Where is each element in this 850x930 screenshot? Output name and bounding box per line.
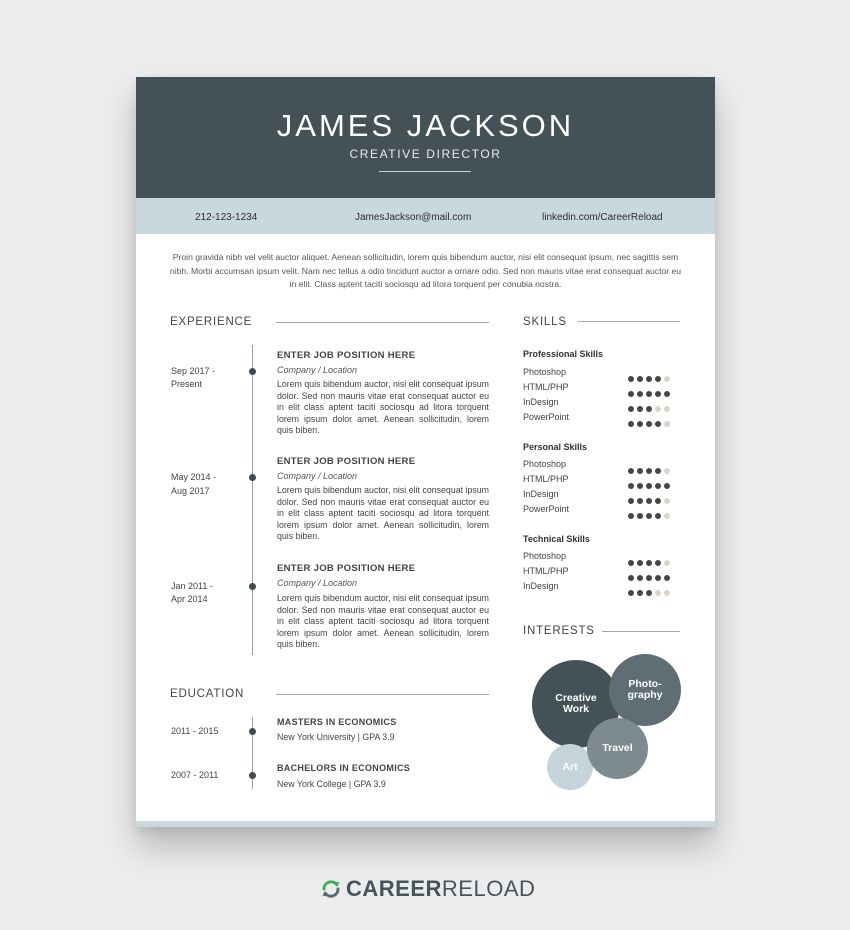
skill-name: Photoshop bbox=[523, 551, 567, 561]
job-title: ENTER JOB POSITION HERE bbox=[277, 563, 416, 574]
rating-dot-empty bbox=[655, 590, 661, 596]
interest-label: Creative bbox=[555, 692, 597, 704]
interest-bubble-travel bbox=[587, 718, 648, 779]
timeline-dot bbox=[249, 583, 256, 590]
education-school: New York University | GPA 3.9 bbox=[277, 732, 395, 742]
timeline-dot bbox=[249, 368, 256, 375]
brand-name-part1: CAREER bbox=[346, 876, 442, 901]
skill-name: InDesign bbox=[523, 581, 559, 591]
skill-name: Photoshop bbox=[523, 367, 567, 377]
candidate-name: JAMES JACKSON bbox=[276, 108, 575, 143]
skill-group-title: Technical Skills bbox=[523, 534, 590, 544]
refresh-icon bbox=[320, 878, 342, 900]
skill-name: HTML/PHP bbox=[523, 382, 569, 392]
education-years: 2007 - 2011 bbox=[171, 770, 219, 780]
job-company: Company / Location bbox=[277, 471, 358, 481]
skill-group-title: Personal Skills bbox=[523, 442, 588, 452]
rating-dot-empty bbox=[664, 513, 670, 519]
education-degree: BACHELORS IN ECONOMICS bbox=[277, 763, 411, 773]
rating-dot-filled bbox=[646, 590, 652, 596]
skill-name: InDesign bbox=[523, 397, 559, 407]
contact-bar bbox=[136, 198, 715, 234]
education-years: 2011 - 2015 bbox=[171, 726, 219, 736]
skill-rating bbox=[628, 506, 673, 524]
header-divider bbox=[379, 171, 471, 172]
skill-row bbox=[523, 397, 683, 409]
interests-rule bbox=[602, 631, 680, 632]
skill-row bbox=[523, 412, 683, 424]
rating-dot-filled bbox=[655, 513, 661, 519]
skills-heading: SKILLS bbox=[523, 316, 567, 328]
experience-date-start: Jan 2011 - bbox=[171, 581, 213, 591]
job-company: Company / Location bbox=[277, 365, 358, 375]
interest-bubble-art bbox=[547, 744, 593, 790]
experience-rule bbox=[276, 322, 489, 323]
brand-name bbox=[346, 876, 535, 902]
resume-header bbox=[136, 77, 715, 198]
rating-dot-filled bbox=[637, 513, 643, 519]
interest-label-line2: Work bbox=[562, 703, 590, 715]
skills-rule bbox=[578, 321, 680, 322]
interest-label: Travel bbox=[602, 742, 633, 754]
skill-row bbox=[523, 367, 683, 379]
rating-dot-empty bbox=[664, 421, 670, 427]
experience-date-end: Aug 2017 bbox=[171, 486, 210, 496]
rating-dot-filled bbox=[637, 590, 643, 596]
profile-summary: Proin gravida nibh vel velit auctor aliquet. Aenean sollicitudin, lorem quis bibendum auctor, nisi elit consequat ipsum, nec sagittis sem nibh. Morbi accumsan ipsum velit. Nam nec tellus a odio tincidunt auctor a ornare odio. Sed non mauris vitae erat consequat auctor eu in elit. Class aptent taciti sociosqu ad litora torquent per conubia nostra. bbox=[169, 252, 682, 289]
job-description: Lorem quis bibendum auctor, nisi elit consequat ipsum dolor. Sed non mauris vitae erat consequat auctor eu in elit class aptent taciti sociosqu ad litora torquent lorem ipsum dolor amet. Aenean sollicitudin, lorem quis biben. bbox=[277, 485, 489, 542]
job-company: Company / Location bbox=[277, 578, 358, 588]
job-description: Lorem quis bibendum auctor, nisi elit consequat ipsum dolor. Sed non mauris vitae erat consequat auctor eu in elit class aptent taciti sociosqu ad litora torquent lorem ipsum dolor amet. Aenean sollicitudin, lorem quis biben. bbox=[277, 379, 489, 436]
education-school: New York College | GPA 3.9 bbox=[277, 779, 386, 789]
skill-name: HTML/PHP bbox=[523, 566, 569, 576]
education-heading: EDUCATION bbox=[170, 688, 245, 700]
rating-dot-filled bbox=[646, 513, 652, 519]
timeline-dot bbox=[249, 728, 256, 735]
job-description: Lorem quis bibendum auctor, nisi elit consequat ipsum dolor. Sed non mauris vitae erat consequat auctor eu in elit class aptent taciti sociosqu ad litora torquent lorem ipsum dolor amet. Aenean sollicitudin, lorem quis biben. bbox=[277, 593, 489, 650]
contact-linkedin: linkedin.com/CareerReload bbox=[542, 212, 663, 223]
experience-date-start: Sep 2017 - bbox=[171, 366, 216, 376]
interest-label: Photo- bbox=[628, 678, 662, 690]
skill-row bbox=[523, 566, 683, 578]
footer-bar bbox=[136, 821, 715, 827]
rating-dot-filled bbox=[628, 421, 634, 427]
interest-label-line2: graphy bbox=[627, 689, 663, 701]
experience-timeline bbox=[252, 345, 253, 655]
rating-dot-filled bbox=[637, 421, 643, 427]
rating-dot-filled bbox=[646, 421, 652, 427]
skill-rating bbox=[628, 414, 673, 432]
rating-dot-filled bbox=[628, 590, 634, 596]
education-degree: MASTERS IN ECONOMICS bbox=[277, 717, 397, 727]
skill-row bbox=[523, 474, 683, 486]
resume-page bbox=[136, 77, 715, 827]
skill-name: InDesign bbox=[523, 489, 559, 499]
contact-email: JamesJackson@mail.com bbox=[355, 212, 472, 223]
skill-name: PowerPoint bbox=[523, 504, 570, 514]
skill-row bbox=[523, 551, 683, 563]
skill-row bbox=[523, 459, 683, 471]
skill-name: Photoshop bbox=[523, 459, 567, 469]
contact-phone: 212-123-1234 bbox=[195, 212, 258, 223]
skill-row bbox=[523, 581, 683, 593]
experience-date-end: Present bbox=[171, 379, 203, 389]
skill-row bbox=[523, 504, 683, 516]
candidate-title: CREATIVE DIRECTOR bbox=[349, 147, 502, 161]
education-rule bbox=[276, 694, 489, 695]
rating-dot-empty bbox=[664, 590, 670, 596]
timeline-dot bbox=[249, 474, 256, 481]
interest-label: Art bbox=[562, 760, 578, 773]
brand-name-part2: RELOAD bbox=[441, 876, 536, 901]
experience-heading: EXPERIENCE bbox=[170, 316, 253, 328]
experience-date-start: May 2014 - bbox=[171, 472, 217, 482]
skill-group-title: Professional Skills bbox=[523, 349, 604, 359]
skill-row bbox=[523, 489, 683, 501]
skill-rating bbox=[628, 583, 673, 601]
timeline-dot bbox=[249, 772, 256, 779]
careerreload-logo[interactable] bbox=[320, 877, 535, 901]
job-title: ENTER JOB POSITION HERE bbox=[277, 456, 416, 467]
rating-dot-filled bbox=[655, 421, 661, 427]
skill-name: HTML/PHP bbox=[523, 474, 569, 484]
rating-dot-filled bbox=[628, 513, 634, 519]
skill-row bbox=[523, 382, 683, 394]
interests-heading: INTERESTS bbox=[523, 625, 595, 637]
interest-bubble-photography bbox=[609, 654, 681, 726]
experience-date-end: Apr 2014 bbox=[171, 594, 208, 604]
skill-name: PowerPoint bbox=[523, 412, 570, 422]
job-title: ENTER JOB POSITION HERE bbox=[277, 350, 416, 361]
